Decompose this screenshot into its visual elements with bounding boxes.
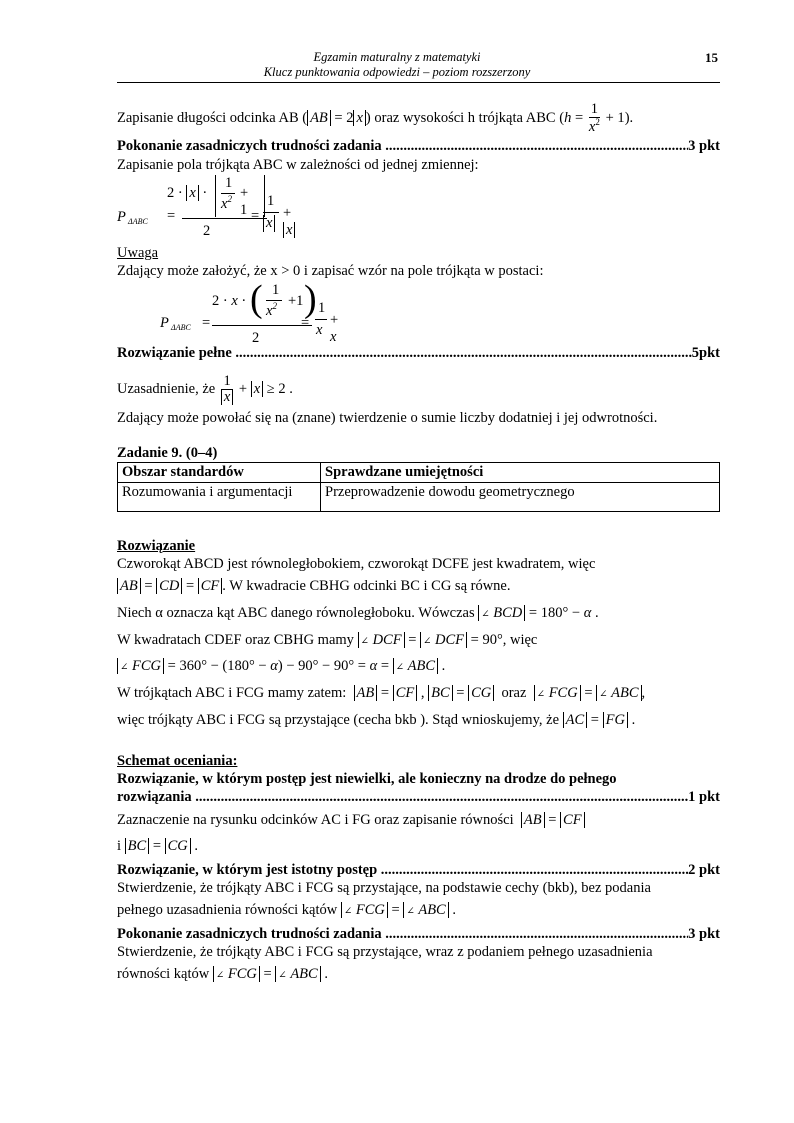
criterion-1-line-1: Rozwiązanie, w którym postęp jest niewielki, ale konieczny na drodze do pełnego [117,771,617,787]
p1-text-b: ) oraz wysokości h trójkąta ABC ( [365,109,565,126]
section-points: 5pkt [691,345,720,361]
grading-scheme-title: Schemat oceniania: [117,753,238,769]
table-header-cell: Obszar standardów [118,463,321,483]
section-label: Pokonanie zasadniczych trudności zadania [117,138,382,154]
table-header-cell: Sprawdzane umiejętności [321,463,720,483]
solution-line-3-text: Niech α oznacza kąt ABC danego równoległoboku. Wówczas [117,605,475,621]
criterion-label: Rozwiązanie, w którym jest istotny postęp [117,862,378,878]
solution-line-2-text: . W kwadracie CBHG odcinki BC i CG są równe. [222,578,511,594]
header-title: Egzamin maturalny z matematyki [313,50,481,64]
math-h: h [564,109,572,126]
criterion-2-desc-1: Stwierdzenie, że trójkąty ABC i FCG są przystające, na podstawie cechy (bkb), bez podania [117,880,651,896]
solution-line-4-tail: , więc [502,632,538,648]
p1-text-c: ). [624,109,634,126]
table-cell: Przeprowadzenie dowodu geometrycznego [321,483,720,512]
page-number: 15 [705,50,718,65]
criterion-points: 2 pkt [688,862,720,878]
task-title: Zadanie 9. (0–4) [117,445,218,461]
math-frac-1-x2: $\frac{1}{x^2}$ [588,101,600,136]
criterion-label: rozwiązania [117,789,192,805]
solution-line-6-oraz: oraz [501,685,527,701]
criterion-3-desc-2: równości kątów ∠ FCG = ∠ ABC . [117,966,328,982]
math-abs-ab: AB [307,110,331,126]
criterion-points: 1 pkt [688,789,720,805]
criterion-2-desc-2: pełnego uzasadnienia równości kątów ∠ FCG = ∠ ABC . [117,902,456,918]
math-abs-x: x [353,110,365,126]
criterion-1-desc-2: i BC = CG . [117,838,199,854]
uwaga-text: Zdający może założyć, że x > 0 i zapisać wzór na pole trójkąta w postaci: [117,263,544,279]
criterion-1-header [117,789,720,806]
criterion-label: Pokonanie zasadniczych trudności zadania [117,926,382,942]
ab-length-line: Zapisanie długości odcinka AB ( AB = 2 x ) oraz wysokości h trójkąta ABC (h = $\frac{1}{x^2}$ + 1). [117,101,634,136]
section-rozwiazanie-pelne [117,345,720,362]
s2-description-b: Zdający może powołać się na (znane) twierdzenie o sumie liczby dodatniej i jej odwrotności. [117,410,658,426]
criterion-2-desc-2-text: pełnego uzasadnienia równości kątów [117,902,338,918]
criterion-1-desc-text: Zaznaczenie na rysunku odcinków AC i FG oraz zapisanie równości [117,812,514,828]
table-cell: Rozumowania i argumentacji [118,483,321,512]
s2-description-a: Uzasadnienie, że $\frac{1}{x}$ + x ≥ 2 . [117,373,293,406]
header-rule [117,82,720,83]
solution-line-7: więc trójkąty ABC i FCG są przystające (cecha bkb ). Stąd wnioskujemy, że AC = FG . [117,712,636,728]
criterion-3-header [117,926,720,943]
solution-title: Rozwiązanie [117,538,196,554]
solution-line-6: W trójkątach ABC i FCG mamy zatem: AB = CF , BC = CG oraz ∠ FCG = ∠ ABC , [117,685,646,701]
criterion-points: 3 pkt [688,926,720,942]
solution-line-4: W kwadratach CDEF oraz CBHG mamy ∠ DCF = ∠ DCF = 90°, więc [117,632,538,648]
solution-line-5: ∠ FCG = 360° − (180° − α) − 90° − 90° = α = ∠ ABC . [117,658,445,675]
criterion-3-desc-2-text: równości kątów [117,966,210,982]
table-row [118,483,720,512]
solution-line-1: Czworokąt ABCD jest równoległobokiem, czworokąt DCFE jest kwadratem, więc [117,556,596,572]
math-frac-1-absx: $\frac{1}{x}$ [221,374,233,405]
s1-description: Zapisanie pola trójkąta ABC w zależności od jednej zmiennej: [117,157,479,173]
s2-desc-a-text: Uzasadnienie, że [117,381,216,398]
criterion-1-desc: Zaznaczenie na rysunku odcinków AC i FG oraz zapisanie równości AB = CF [117,812,585,829]
section-label: Rozwiązanie pełne [117,345,232,361]
p1-text-a: Zapisanie długości odcinka AB ( [117,109,308,126]
criterion-3-desc-1: Stwierdzenie, że trójkąty ABC i FCG są przystające, wraz z podaniem pełnego uzasadnienia [117,944,653,960]
table-header-row [118,463,720,483]
criterion-2-header [117,862,720,879]
criterion-1-desc-2-text: i [117,838,122,854]
solution-line-6-text: W trójkątach ABC i FCG mamy zatem: [117,685,347,701]
solution-line-3: Niech α oznacza kąt ABC danego równoległoboku. Wówczas ∠ BCD = 180° − α . [117,605,599,621]
solution-line-7-text: więc trójkąty ABC i FCG są przystające (cecha bkb ). Stąd wnioskujemy, że [117,712,560,728]
solution-line-4-text: W kwadratach CDEF oraz CBHG mamy [117,632,354,648]
uwaga-title: Uwaga [117,245,159,261]
header-subtitle: Klucz punktowania odpowiedzi – poziom rozszerzony [263,65,531,79]
standards-table [117,462,720,512]
section-pokonanie-1 [117,138,720,155]
solution-line-2: AB = CD = CF . W kwadracie CBHG odcinki BC i CG są równe. [117,578,511,595]
section-points: 3 pkt [688,138,720,154]
